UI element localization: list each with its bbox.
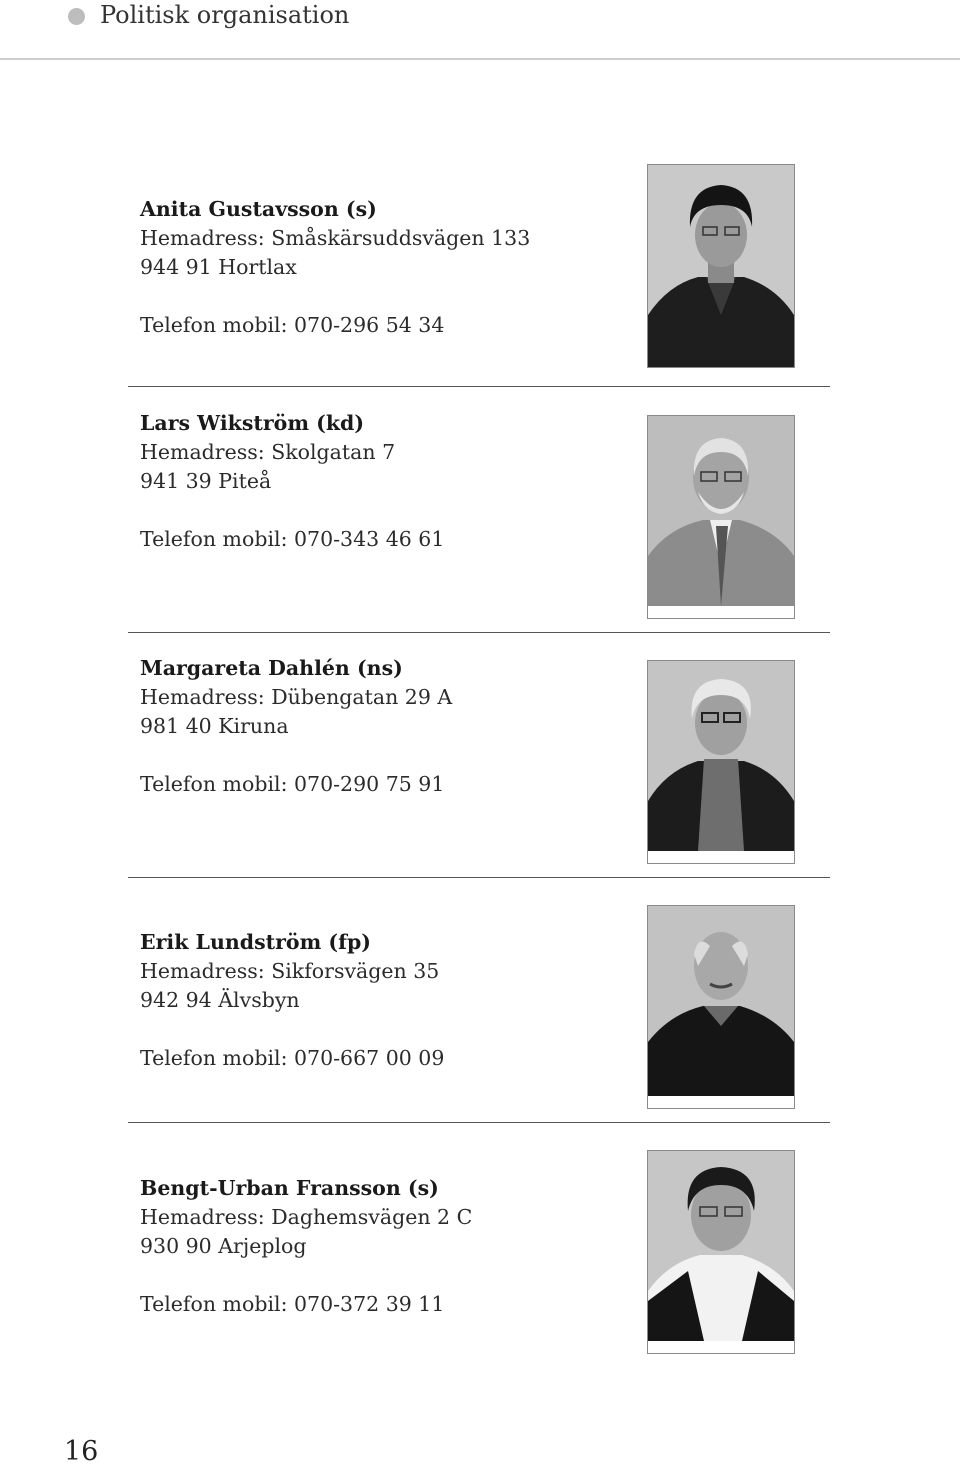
member-info <box>140 928 620 1073</box>
page-number: 16 <box>64 1436 99 1467</box>
member-photo <box>647 905 795 1109</box>
member-phone: Telefon mobil: 070-290 75 91 <box>140 772 445 796</box>
member-address: Hemadress: Skolgatan 7 <box>140 440 396 464</box>
member-phone: Telefon mobil: 070-343 46 61 <box>140 527 445 551</box>
bullet-icon <box>68 8 85 25</box>
member-photo <box>647 415 795 619</box>
member-info <box>140 1174 620 1319</box>
member-photo <box>647 1150 795 1354</box>
member-postal: 942 94 Älvsbyn <box>140 988 300 1012</box>
member-name: Margareta Dahlén (ns) <box>140 656 403 680</box>
member-address: Hemadress: Småskärsuddsvägen 133 <box>140 226 531 250</box>
member-phone: Telefon mobil: 070-372 39 11 <box>140 1292 445 1316</box>
separator <box>128 632 830 633</box>
separator <box>128 877 830 878</box>
member-photo <box>647 660 795 864</box>
member-info <box>140 409 620 554</box>
member-postal: 941 39 Piteå <box>140 469 272 493</box>
member-postal: 930 90 Arjeplog <box>140 1234 307 1258</box>
member-postal: 944 91 Hortlax <box>140 255 297 279</box>
member-address: Hemadress: Dübengatan 29 A <box>140 685 453 709</box>
member-phone: Telefon mobil: 070-296 54 34 <box>140 313 445 337</box>
section-title: Politisk organisation <box>100 1 350 29</box>
member-name: Anita Gustavsson (s) <box>140 197 377 221</box>
member-address: Hemadress: Sikforsvägen 35 <box>140 959 440 983</box>
member-info <box>140 195 620 340</box>
member-name: Bengt-Urban Fransson (s) <box>140 1176 439 1200</box>
page-header <box>0 0 960 60</box>
member-name: Erik Lundström (fp) <box>140 930 371 954</box>
separator <box>128 1122 830 1123</box>
separator <box>128 386 830 387</box>
member-name: Lars Wikström (kd) <box>140 411 365 435</box>
member-info <box>140 654 620 799</box>
member-postal: 981 40 Kiruna <box>140 714 289 738</box>
member-phone: Telefon mobil: 070-667 00 09 <box>140 1046 445 1070</box>
member-photo <box>647 164 795 368</box>
member-address: Hemadress: Daghemsvägen 2 C <box>140 1205 473 1229</box>
